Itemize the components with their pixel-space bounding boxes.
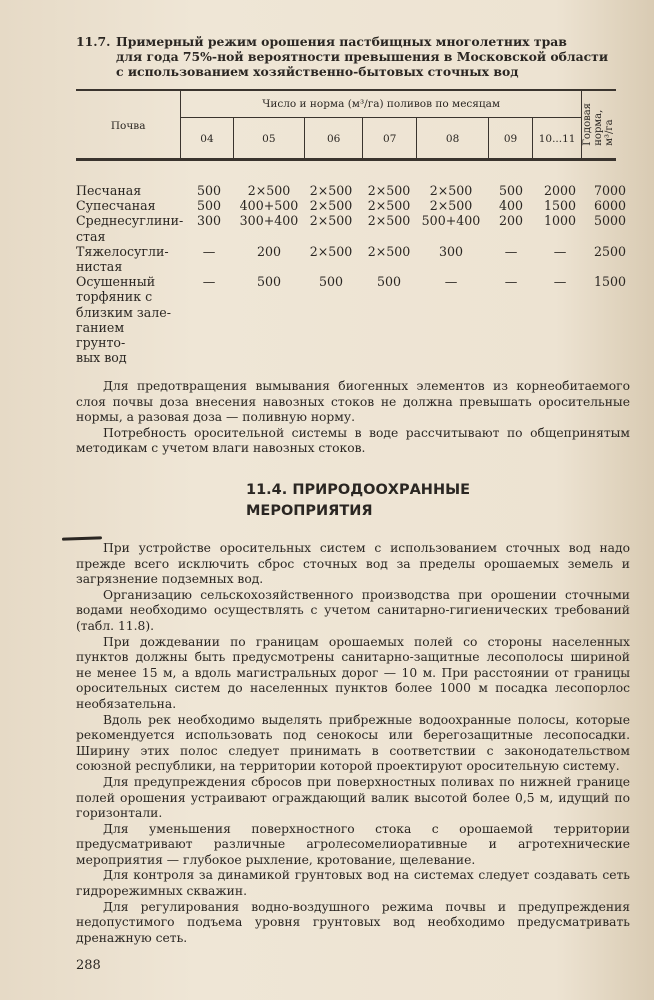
header-yearly-1: Годовая <box>582 102 594 146</box>
section-heading <box>246 480 470 522</box>
month-header: 04 <box>181 118 233 161</box>
table-cell: 2×500 <box>367 198 411 214</box>
body-paragraph: Для предупреждения сбросов при поверхностных поливах по нижней границе полей орошения устраивают ограждающий валик высотой более 0,5 м, идущий по горизонтали. <box>76 774 630 821</box>
table-row <box>76 213 636 243</box>
table-cell: 2×500 <box>367 183 411 198</box>
soil-name-line: вых вод <box>76 350 127 366</box>
table-row <box>76 198 636 213</box>
soil-name-line: Песчаная <box>76 183 142 198</box>
table-cell: — <box>553 243 567 259</box>
month-header: 09 <box>488 118 532 161</box>
table-cell: 1500 <box>593 274 627 290</box>
body-paragraph: Для уменьшения поверхностного стока с орошаемой территории предусматривают различные агролесомелиоративные и агротехнические мероприятия — глубокое рыхление, кротование, щелевание. <box>76 821 630 867</box>
month-header: 06 <box>305 118 363 161</box>
table-body <box>76 183 636 365</box>
body-paragraph: Вдоль рек необходимо выделять прибрежные водоохранные полосы, которые рекомендуется использовать под сенокосы или берегозащитные лесопосадки. Ширину этих полос следует принимать в соответствии с законодательством союзной республики, на территории которой проектируют оросительную систему. <box>76 712 630 774</box>
intro-text <box>76 379 630 457</box>
month-header: 10...11 <box>533 118 582 161</box>
body-text <box>76 541 630 946</box>
soil-name-line: Супесчаная <box>76 198 156 214</box>
table-cell: — <box>504 274 518 290</box>
table-cell: 2×500 <box>429 183 473 198</box>
header-yearly-2: норма, <box>593 109 605 146</box>
caption-line-2: для года 75%-ной вероятности превышения в Московской области <box>116 49 609 64</box>
table-cell: 2×500 <box>247 183 291 198</box>
soil-name-line: Тяжелосугли- <box>76 243 169 259</box>
table-caption <box>76 34 616 79</box>
table-cell: 7000 <box>593 183 627 198</box>
table-row <box>76 274 636 365</box>
table-cell: — <box>444 274 458 290</box>
table-cell: 200 <box>256 243 282 259</box>
month-header: 05 <box>233 118 305 161</box>
table-cell: — <box>504 243 518 259</box>
caption-line-3: с использованием хозяйственно-бытовых сточных вод <box>116 64 519 79</box>
section-title-line-2: МЕРОПРИЯТИЯ <box>246 503 373 519</box>
table-bottom-rule <box>76 158 616 160</box>
table-cell: 2×500 <box>309 213 353 229</box>
table-cell: 2500 <box>593 243 627 259</box>
body-paragraph: Организацию сельскохозяйственного производства при орошении сточными водами необходимо осуществлять с учетом санитарно-гигиенических требований (табл. 11.8). <box>76 587 630 633</box>
intro-paragraph: Для предотвращения вымывания биогенных элементов из корнеобитаемого слоя почвы доза внесения навозных стоков не должна превышать оросительные нормы, а разовая доза — поливную норму. <box>76 379 630 425</box>
soil-name <box>76 274 176 365</box>
soil-name-line: Осушенный <box>76 274 156 290</box>
soil-name-line: стая <box>76 228 106 244</box>
table-cell: 1000 <box>543 213 577 229</box>
caption-line-1: Примерный режим орошения пастбищных многолетних трав <box>116 34 567 49</box>
header-months: Число и норма (м³/га) поливов по месяцам <box>181 91 582 118</box>
table-cell: — <box>553 274 567 290</box>
soil-name <box>76 213 184 244</box>
table-cell: 500 <box>196 183 222 198</box>
table-row <box>76 183 636 198</box>
intro-paragraph: Потребность оросительной системы в воде рассчитывают по общепринятым методикам с учетом влаги навозных стоков. <box>76 425 630 456</box>
soil-name-line: Среднесуглини- <box>76 213 184 229</box>
soil-name <box>76 183 176 198</box>
table-cell: 2×500 <box>309 198 353 214</box>
table-cell: 500 <box>318 274 344 290</box>
table-cell: 2000 <box>543 183 577 198</box>
header-yearly-3: м³/га <box>604 119 616 146</box>
page-number: 288 <box>76 958 101 973</box>
table-cell: 2×500 <box>367 243 411 259</box>
table-cell: 400+500 <box>239 198 299 214</box>
header-soil: Почва <box>76 91 181 161</box>
table-cell: 2×500 <box>309 183 353 198</box>
body-paragraph: Для регулирования водно-воздушного режима почвы и предупреждения недопустимого подъема уровня грунтовых вод необходимо предусматривать дренажную сеть. <box>76 899 630 945</box>
table-cell: 300+400 <box>239 213 299 229</box>
table-cell: 500+400 <box>421 213 481 229</box>
table-header <box>76 90 616 161</box>
section-number: 11.4. <box>246 482 288 498</box>
soil-name-line: нистая <box>76 259 123 275</box>
table-cell: 200 <box>498 213 524 229</box>
table-cell: 500 <box>376 274 402 290</box>
body-paragraph: При устройстве оросительных систем с использованием сточных вод надо прежде всего исключить сброс сточных вод за пределы орошаемых земель и загрязнение подземных вод. <box>76 541 630 587</box>
table-cell: 6000 <box>593 198 627 214</box>
header-yearly <box>581 91 616 161</box>
table-cell: — <box>202 243 216 259</box>
soil-name-line: близким зале- <box>76 304 171 320</box>
body-paragraph: При дождевании по границам орошаемых полей со стороны населенных пунктов должны быть предусмотрены санитарно-защитные лесополосы шириной не менее 15 м, а вдоль магистральных дорог — 10 м. При расстоянии от границы оросительных систем до населенных пунктов более 1000 м посадка лесопорлос необязательна. <box>76 634 630 711</box>
soil-name-line: ганием грунто- <box>76 319 126 351</box>
table-cell: 500 <box>498 183 524 198</box>
soil-name <box>76 198 176 213</box>
table-cell: 2×500 <box>367 213 411 229</box>
table-cell: 2×500 <box>309 243 353 259</box>
body-paragraph: Для контроля за динамикой грунтовых вод на системах следует создавать сеть гидрорежимных скважин. <box>76 868 630 899</box>
soil-name-line: торфяник с <box>76 289 153 305</box>
table-cell: 300 <box>196 213 222 229</box>
table-cell: 2×500 <box>429 198 473 214</box>
table-cell: 500 <box>196 198 222 214</box>
section-title-line-1: ПРИРОДООХРАННЫЕ <box>292 482 471 498</box>
month-header: 08 <box>417 118 489 161</box>
table-cell: 500 <box>256 274 282 290</box>
month-header: 07 <box>363 118 417 161</box>
table-cell: 5000 <box>593 213 627 229</box>
table-row <box>76 244 636 274</box>
table-cell: — <box>202 274 216 290</box>
table-cell: 400 <box>498 198 524 214</box>
table-cell: 1500 <box>543 198 577 214</box>
table-cell: 300 <box>438 243 464 259</box>
table-number: 11.7. <box>76 34 111 49</box>
soil-name <box>76 244 176 274</box>
